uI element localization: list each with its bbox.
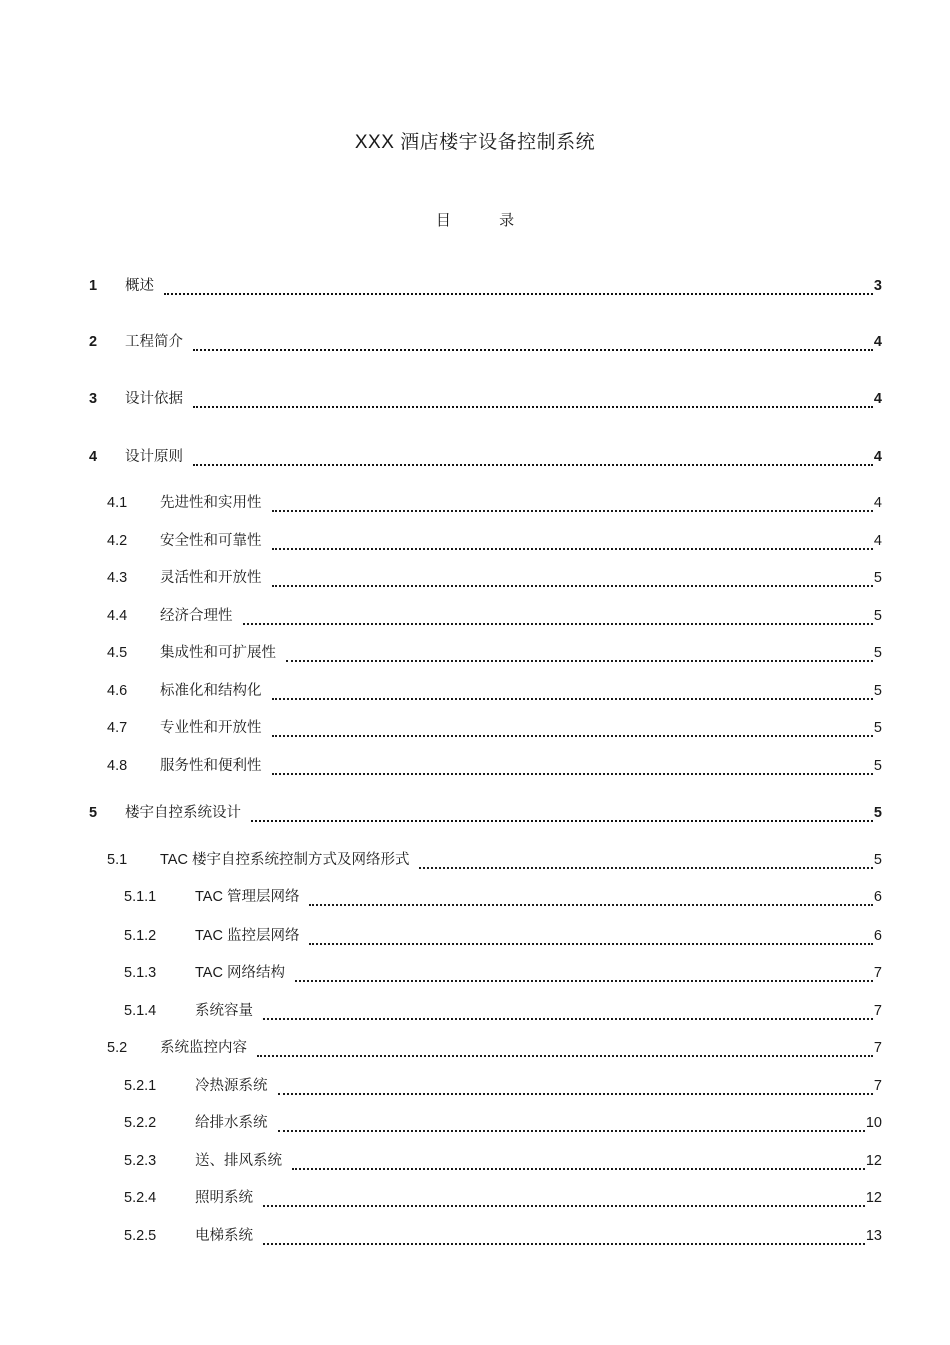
toc-entry-page: 12 — [865, 1190, 882, 1206]
toc-entry-number: 4.4 — [107, 608, 128, 624]
toc-entry[interactable] — [0, 605, 950, 627]
toc-entry[interactable] — [0, 1187, 950, 1209]
toc-entry-page: 7 — [873, 1040, 882, 1056]
toc-entry-page: 6 — [873, 889, 882, 905]
toc-leader-dots — [309, 888, 873, 906]
toc-entry-title: 概述 — [125, 278, 154, 294]
toc-entry-number: 4.1 — [107, 495, 128, 511]
toc-heading: 目 录 — [435, 212, 537, 229]
toc-leader-dots — [272, 682, 873, 700]
toc-leader-dots — [257, 1039, 873, 1057]
toc-entry-page: 3 — [873, 278, 882, 294]
toc-entry-title: 系统容量 — [195, 1003, 253, 1019]
toc-entry-number: 5.2.4 — [124, 1190, 157, 1206]
toc-entry[interactable] — [0, 925, 950, 947]
toc-entry-number: 5.2.1 — [124, 1078, 157, 1094]
toc-leader-dots — [278, 1114, 865, 1132]
toc-leader-dots — [309, 927, 873, 945]
toc-entry-page: 5 — [873, 645, 882, 661]
toc-entry-page: 5 — [873, 570, 882, 586]
toc-entry-title: 送、排风系统 — [195, 1153, 282, 1169]
toc-entry-title: 专业性和开放性 — [160, 720, 262, 736]
toc-entry[interactable] — [0, 275, 950, 297]
toc-entry-title: 冷热源系统 — [195, 1078, 268, 1094]
toc-entry-number: 5.1 — [107, 852, 128, 868]
toc-entry-page: 7 — [873, 1003, 882, 1019]
toc-entry-title: TAC 管理层网络 — [195, 889, 300, 905]
toc-leader-dots — [243, 607, 873, 625]
toc-leader-dots — [193, 448, 873, 466]
toc-entry-page: 4 — [873, 449, 882, 465]
toc-entry[interactable] — [0, 530, 950, 552]
toc-entry[interactable] — [0, 642, 950, 664]
toc-entry-title: 经济合理性 — [160, 608, 233, 624]
toc-entry-title: TAC 楼宇自控系统控制方式及网络形式 — [160, 852, 410, 868]
toc-entry[interactable] — [0, 755, 950, 777]
toc-entry-title: 给排水系统 — [195, 1115, 268, 1131]
toc-leader-dots — [272, 757, 873, 775]
toc-entry-title: 系统监控内容 — [160, 1040, 247, 1056]
toc-entry-page: 4 — [873, 533, 882, 549]
toc-leader-dots — [292, 1152, 865, 1170]
toc-entry-title: 设计原则 — [125, 449, 183, 465]
toc-entry[interactable] — [0, 802, 950, 824]
toc-entry-page: 4 — [873, 495, 882, 511]
toc-entry-number: 1 — [89, 278, 98, 294]
toc-entry-number: 4 — [89, 449, 98, 465]
toc-entry-number: 5.1.4 — [124, 1003, 157, 1019]
toc-entry-title: 照明系统 — [195, 1190, 253, 1206]
toc-entry-page: 13 — [865, 1228, 882, 1244]
toc-entry-number: 5.2.5 — [124, 1228, 157, 1244]
toc-leader-dots — [193, 390, 873, 408]
toc-entry-title: TAC 监控层网络 — [195, 928, 300, 944]
toc-entry-number: 5.2.2 — [124, 1115, 157, 1131]
toc-entry[interactable] — [0, 680, 950, 702]
toc-entry-number: 4.8 — [107, 758, 128, 774]
toc-entry-number: 5.1.1 — [124, 889, 157, 905]
toc-entry-title: 先进性和实用性 — [160, 495, 262, 511]
toc-leader-dots — [251, 804, 873, 822]
toc-entry-title: TAC 网络结构 — [195, 965, 285, 981]
toc-entry-number: 5.2 — [107, 1040, 128, 1056]
toc-entry-title: 安全性和可靠性 — [160, 533, 262, 549]
toc-entry-number: 2 — [89, 334, 98, 350]
toc-entry-number: 5.2.3 — [124, 1153, 157, 1169]
toc-entry-title: 电梯系统 — [195, 1228, 253, 1244]
toc-entry[interactable] — [0, 1112, 950, 1134]
toc-entry-number: 4.6 — [107, 683, 128, 699]
toc-entry-number: 5 — [89, 805, 98, 821]
toc-entry-number: 3 — [89, 391, 98, 407]
toc-entry-number: 4.2 — [107, 533, 128, 549]
toc-entry[interactable] — [0, 1150, 950, 1172]
toc-entry[interactable] — [0, 446, 950, 468]
toc-leader-dots — [272, 719, 873, 737]
toc-entry-page: 5 — [873, 758, 882, 774]
toc-entry-page: 5 — [873, 852, 882, 868]
toc-entry-page: 12 — [865, 1153, 882, 1169]
toc-entry[interactable] — [0, 1075, 950, 1097]
toc-entry[interactable] — [0, 331, 950, 353]
toc-entry[interactable] — [0, 492, 950, 514]
toc-leader-dots — [263, 1189, 865, 1207]
toc-entry-number: 4.7 — [107, 720, 128, 736]
toc-entry-number: 4.5 — [107, 645, 128, 661]
toc-entry[interactable] — [0, 567, 950, 589]
toc-entry-page: 5 — [873, 608, 882, 624]
toc-leader-dots — [295, 964, 873, 982]
toc-entry-page: 4 — [873, 334, 882, 350]
toc-entry-title: 灵活性和开放性 — [160, 570, 262, 586]
toc-entry-title: 集成性和可扩展性 — [160, 645, 276, 661]
toc-entry-number: 5.1.3 — [124, 965, 157, 981]
toc-entry[interactable] — [0, 849, 950, 871]
toc-entry-title: 标准化和结构化 — [160, 683, 262, 699]
toc-leader-dots — [272, 494, 873, 512]
toc-entry-title: 工程简介 — [125, 334, 183, 350]
toc-entry-title: 设计依据 — [125, 391, 183, 407]
toc-leader-dots — [193, 333, 873, 351]
toc-entry[interactable] — [0, 1225, 950, 1247]
toc-entry-page: 6 — [873, 928, 882, 944]
toc-entry[interactable] — [0, 886, 950, 908]
toc-entry-page: 7 — [873, 1078, 882, 1094]
toc-leader-dots — [272, 532, 873, 550]
toc-entry-page: 4 — [873, 391, 882, 407]
toc-entry[interactable] — [0, 1037, 950, 1059]
toc-entry-title: 楼宇自控系统设计 — [125, 805, 241, 821]
toc-entry-page: 5 — [873, 683, 882, 699]
toc-entry[interactable] — [0, 1000, 950, 1022]
toc-entry-page: 5 — [873, 720, 882, 736]
toc-leader-dots — [263, 1227, 865, 1245]
toc-leader-dots — [286, 644, 873, 662]
toc-entry-title: 服务性和便利性 — [160, 758, 262, 774]
toc-leader-dots — [164, 277, 873, 295]
toc-leader-dots — [263, 1002, 873, 1020]
toc-entry-page: 10 — [865, 1115, 882, 1131]
toc-entry[interactable] — [0, 717, 950, 739]
toc-leader-dots — [419, 851, 873, 869]
toc-entry[interactable] — [0, 388, 950, 410]
toc-entry-number: 4.3 — [107, 570, 128, 586]
toc-entry-page: 7 — [873, 965, 882, 981]
toc-entry[interactable] — [0, 962, 950, 984]
document-title: XXX 酒店楼宇设备控制系统 — [354, 132, 596, 153]
toc-leader-dots — [272, 569, 873, 587]
toc-entry-number: 5.1.2 — [124, 928, 157, 944]
toc-leader-dots — [278, 1077, 873, 1095]
toc-entry-page: 5 — [873, 805, 882, 821]
